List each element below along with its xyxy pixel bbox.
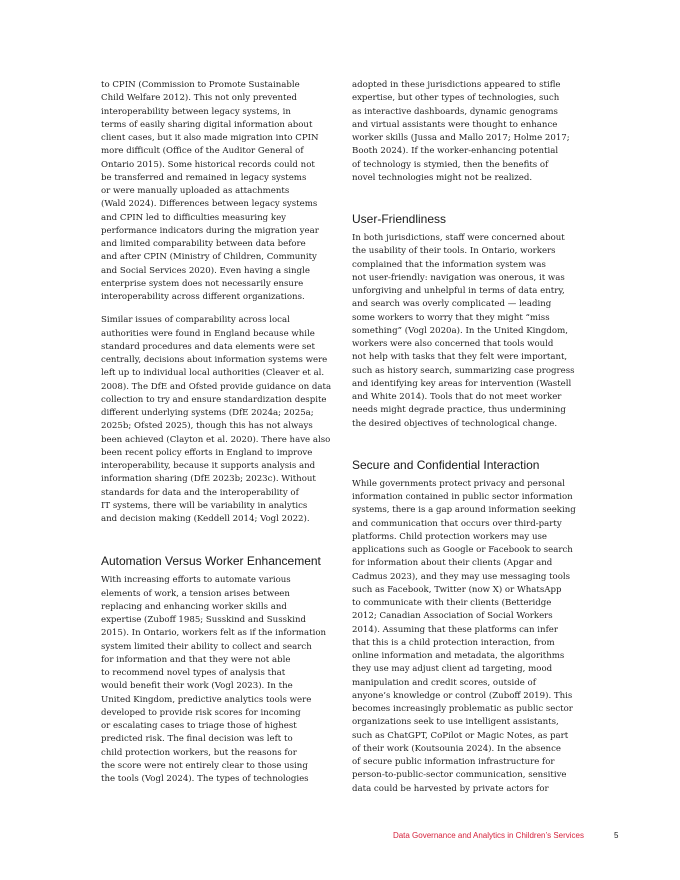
paragraph-user-friendliness [352,232,590,431]
text-line: child protection workers, but the reasons for [101,747,297,758]
paragraph-secure-interaction [352,478,590,796]
text-line: Cadmus 2023), and they may use messaging tools [352,571,571,582]
text-line: more difficult (Office of the Auditor General of [101,146,304,157]
page-number: 5 [614,831,619,840]
text-line: Booth 2024). If the worker-enhancing potential [352,146,559,157]
text-line: and virtual assistants were thought to enhance [352,119,558,130]
text-line: predicted risk. The final decision was left to [101,734,293,745]
text-line: to CPIN (Commission to Promote Sustainable [101,80,300,90]
text-line: and CPIN led to difficulties measuring key [101,212,287,223]
text-line: system limited their ability to collect and search [101,641,312,652]
text-line: With increasing efforts to automate various [101,575,291,586]
text-line: (Wald 2024). Differences between legacy systems [101,199,318,210]
left-column [101,79,339,786]
text-line: standards for data and the interoperability of [101,487,299,498]
text-line: platforms. Child protection workers may use [352,531,548,542]
text-line: and after CPIN (Ministry of Children, Community [101,252,317,263]
text-line: for information and that they were not able [101,654,291,665]
text-line: been achieved (Clayton et al. 2020). There have also [101,434,331,445]
text-line: person-to-public-sector communication, sensitive [352,770,567,781]
text-line: would benefit their work (Vogl 2023). In the [101,681,293,692]
text-line: not help with tasks that they felt were important, [352,352,568,363]
text-line: and decision making (Keddell 2014; Vogl 2022). [101,514,310,524]
text-line: replacing and enhancing worker skills and [101,601,287,612]
text-line: the usability of their tools. In Ontario, workers [352,246,556,257]
heading-secure-interaction: Secure and Confidential Interaction [352,457,540,472]
text-line: novel technologies might not be realized. [352,172,533,183]
text-line: workers were also concerned that tools would [352,339,554,349]
text-line: interoperability between legacy systems, in [101,106,291,117]
text-line: of secure public information infrastructure for [352,757,555,767]
text-line: collection to try and ensure standardization despite [101,394,327,405]
text-line: unforgiving and unhelpful in terms of data entry, [352,286,565,296]
text-line: information sharing (DfE 2023b; 2023c). Without [101,474,316,485]
text-line: worker skills (Jussa and Mallo 2017; Holme 2017; [352,133,570,143]
text-line: to recommend novel types of analysis that [101,668,286,678]
text-line: interoperability, because it supports analysis and [101,461,316,471]
text-line: and limited comparability between data before [101,239,306,249]
paragraph-comparability [101,314,339,526]
text-line: 2015). In Ontario, workers felt as if the information [101,628,327,639]
text-line: and identifying key areas for intervention (Wastell [352,378,572,389]
text-line: they use may adjust client ad targeting, mood [352,664,553,675]
text-line: and White 2014). Tools that do not meet worker [352,392,562,402]
text-line: and communication that occurs over third-party [352,518,562,529]
heading-user-friendliness: User-Friendliness [352,212,447,226]
text-line: developed to provide risk scores for incoming [101,707,301,718]
text-line: needs might degrade practice, thus undermining [352,405,566,416]
text-line: as interactive dashboards, dynamic genograms [352,106,558,117]
text-line: not user-friendly: navigation was onerous, it was [352,272,565,283]
text-line: data could be harvested by private actors for [352,783,549,794]
text-line: interoperability across different organizations. [101,292,305,302]
text-line: organizations seek to use intelligent assistants, [352,717,559,728]
text-line: expertise, but other types of technologies, such [352,93,560,104]
text-line: becomes increasingly problematic as public sector [352,704,573,714]
text-line: 2014). Assuming that these platforms can infer [352,624,558,635]
text-line: of technology is stymied, then the benefits of [352,159,549,170]
text-line: manipulation and credit scores, outside of [352,677,536,688]
text-line: or escalating cases to triage those of highest [101,721,297,731]
text-line: applications such as Google or Facebook to search [352,545,573,555]
paragraph-interoperability [101,79,339,304]
text-line: adopted in these jurisdictions appeared to stifle [352,80,561,90]
text-line: such as Facebook, Twitter (now X) or WhatsApp [352,584,562,595]
text-line: authorities were found in England because while [101,328,315,339]
text-line: United Kingdom, predictive analytics tools were [101,694,312,705]
text-line: and search was overly complicated — leading [352,299,552,310]
text-line: been recent policy efforts in England to improve [101,447,313,458]
text-line: for information about their clients (Apgar and [352,558,553,569]
text-line: different underlying systems (DfE 2024a; 2025a; [101,408,314,418]
text-line: or were manually uploaded as attachments [101,186,290,196]
heading-automation: Automation Versus Worker Enhancement [101,554,321,569]
text-line: standard procedures and data elements were set [101,341,315,352]
text-line: Ontario 2015). Some historical records could not [101,159,315,170]
text-line: information contained in public sector information [352,492,573,502]
text-line: complained that the information system was [352,259,546,270]
text-line: IT systems, there will be variability in analytics [101,500,308,511]
text-line: In both jurisdictions, staff were concerned about [352,233,565,243]
text-line: centrally, decisions about information systems were [101,355,328,365]
text-line: expertise (Zuboff 1985; Susskind and Susskind [101,615,307,625]
text-line: Similar issues of comparability across local [101,315,290,326]
text-line: While governments protect privacy and personal [352,478,565,489]
text-line: the tools (Vogl 2024). The types of technologies [101,774,309,784]
text-line: 2008). The DfE and Ofsted provide guidance on data [101,381,332,392]
text-line: the desired objectives of technological change. [352,418,558,429]
text-line: and Social Services 2020). Even having a single [101,265,310,276]
text-line: be transferred and remained in legacy systems [101,172,307,183]
text-line: something” (Vogl 2020a). In the United Kingdom, [352,325,568,336]
text-line: left up to individual local authorities (Cleaver et al. [101,368,325,379]
text-line: terms of easily sharing digital information about [101,119,313,130]
text-line: 2012; Canadian Association of Social Workers [352,611,553,622]
text-line: online information and metadata, the algorithms [352,651,565,661]
footer-title: Data Governance and Analytics in Children’s Services [392,831,584,840]
text-line: client cases, but it also made migration into CPIN [101,133,319,143]
text-line: enterprise system does not necessarily ensure [101,278,304,289]
text-line: that this is a child protection interaction, from [352,637,555,648]
text-line: such as history search, summarizing case progress [352,365,575,376]
right-column [352,79,590,796]
text-line: the score were not entirely clear to those using [101,760,308,771]
text-line: elements of work, a tension arises between [101,588,290,599]
text-line: to communicate with their clients (Betteridge [352,598,552,608]
text-line: Child Welfare 2012). This not only prevented [101,93,298,104]
text-line: 2025b; Ofsted 2025), though this has not always [101,421,313,432]
text-line: such as ChatGPT, CoPilot or Magic Notes, as part [352,730,569,741]
paragraph-worker-enhancement [352,79,590,185]
text-line: performance indicators during the migration year [101,225,319,236]
text-line: of their work (Koutsounia 2024). In the absence [352,743,561,754]
text-line: some workers to worry that they might “miss [352,312,550,323]
text-line: systems, there is a gap around information seeking [352,505,576,516]
text-line: anyone’s knowledge or control (Zuboff 2019). This [352,690,573,701]
paragraph-automation [101,574,339,786]
